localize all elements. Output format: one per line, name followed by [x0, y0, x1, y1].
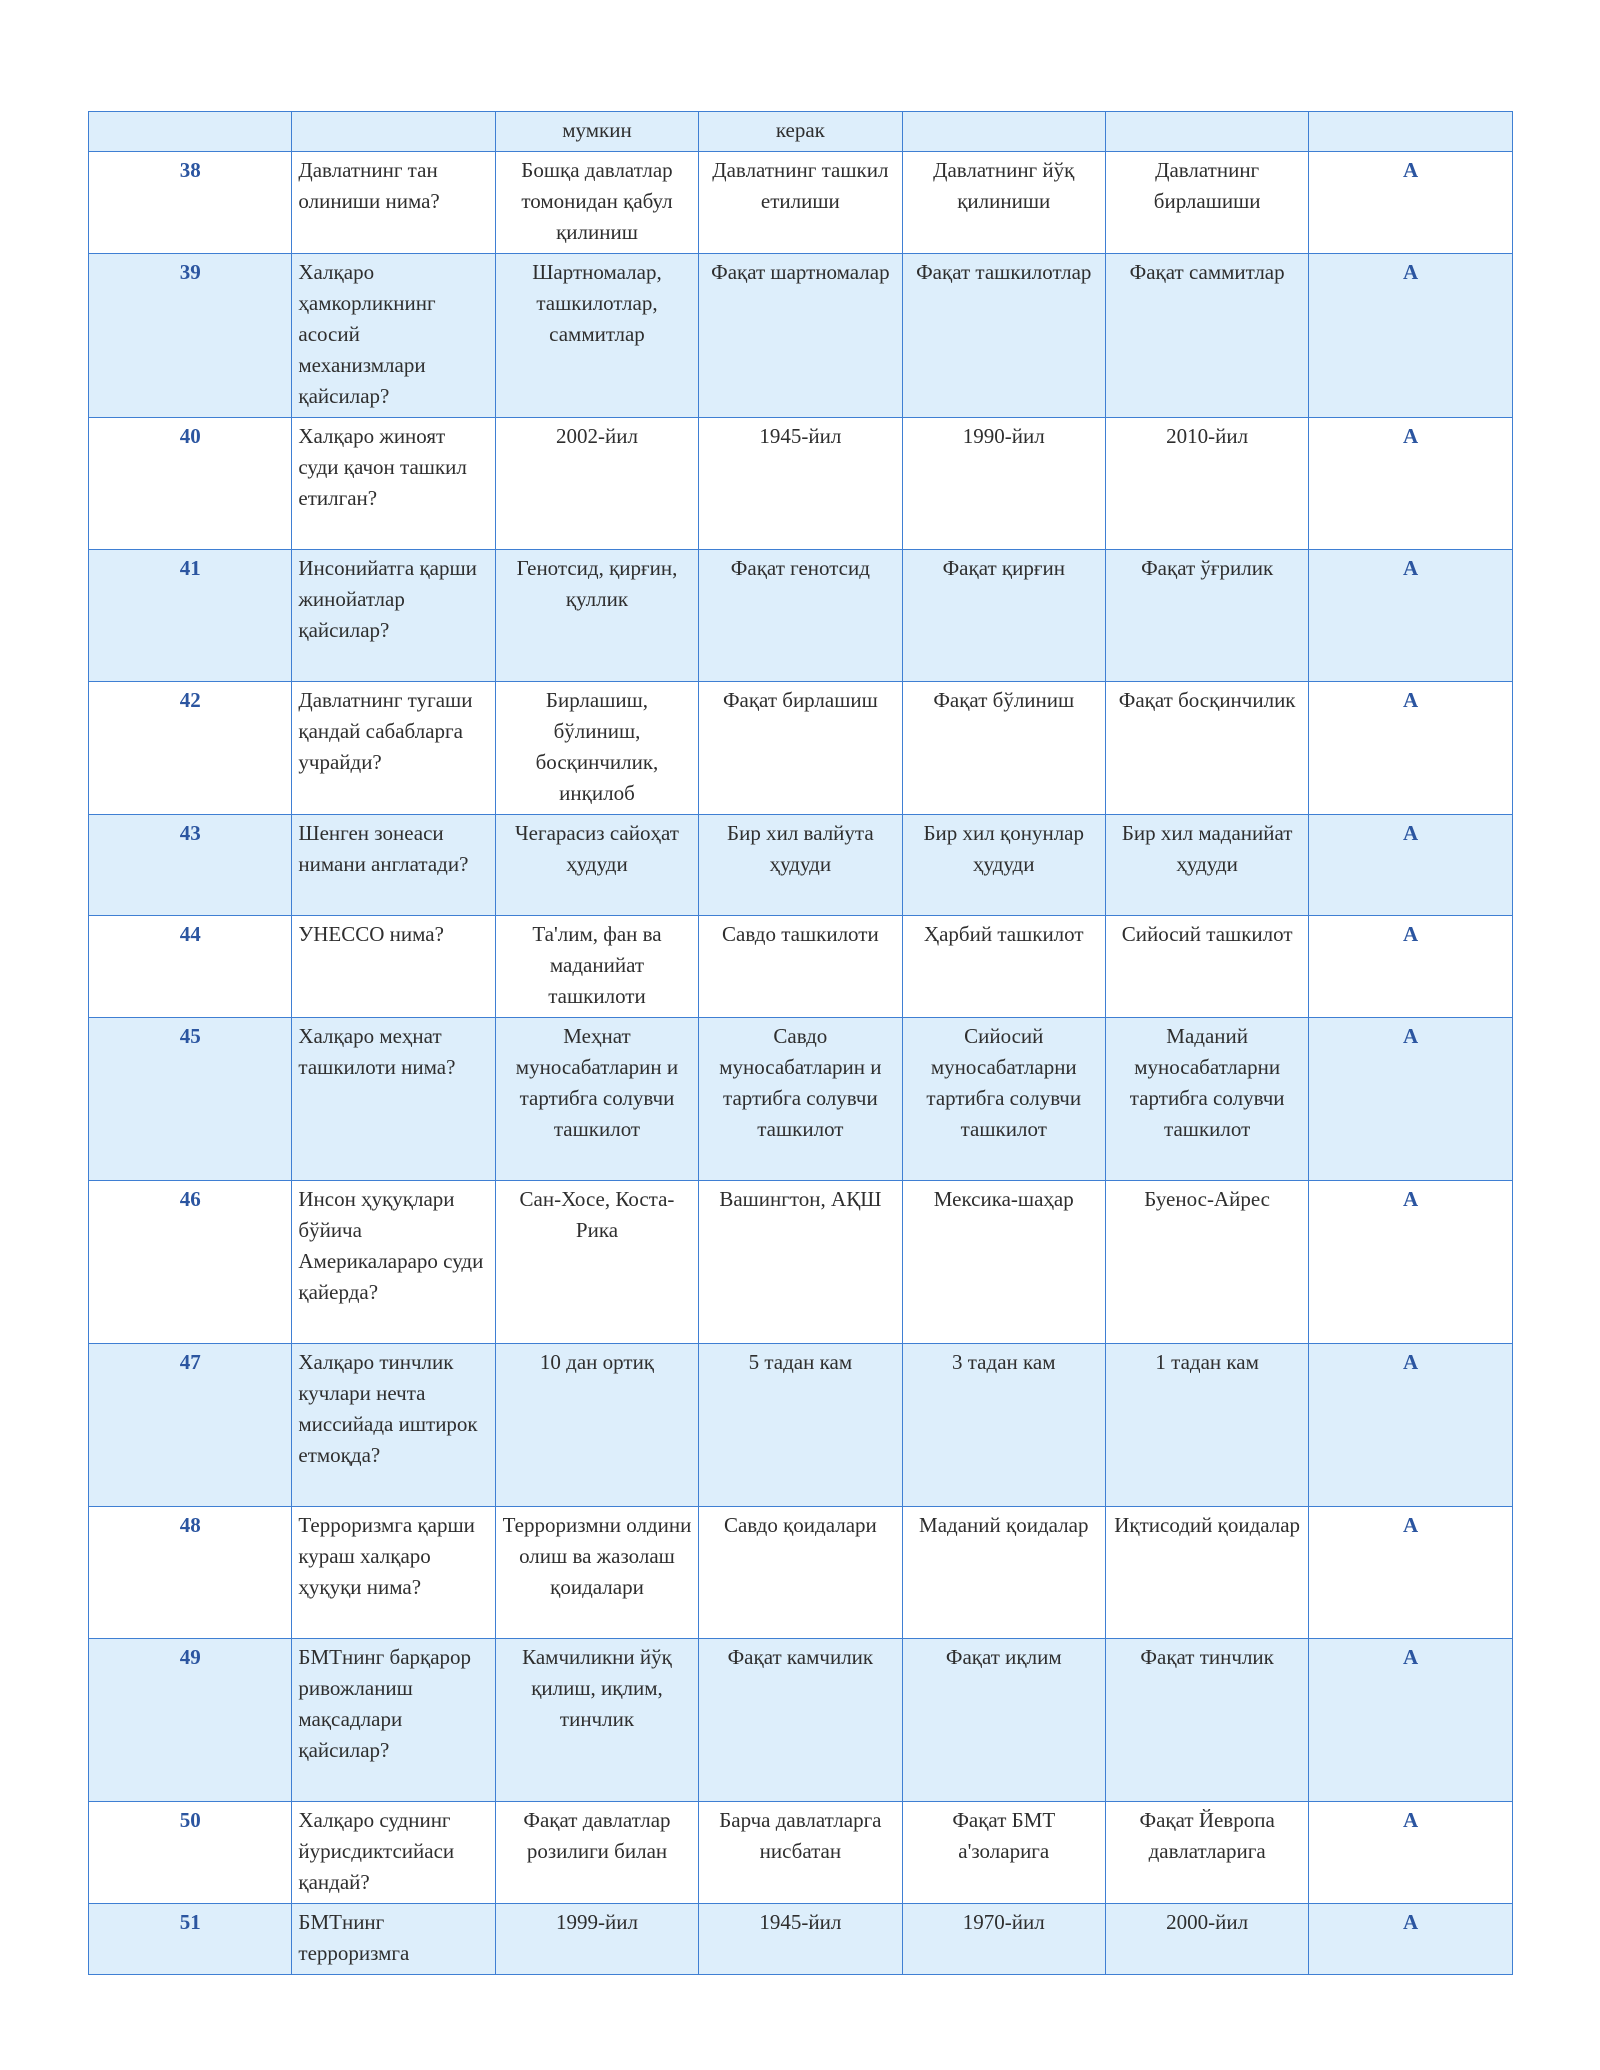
- option-c: 1970-йил: [902, 1904, 1105, 1975]
- question-text: Халқаро ҳамкорликнинг асосий механизмлари қайсилар?: [292, 254, 495, 418]
- quiz-table: [88, 111, 1513, 1975]
- option-a: Фақат давлатлар розилиги билан: [495, 1802, 698, 1904]
- correct-answer: A: [1309, 916, 1512, 1018]
- correct-answer: A: [1309, 1344, 1512, 1507]
- option-a: 2002-йил: [495, 418, 698, 550]
- option-b: Савдо қоидалари: [699, 1507, 902, 1639]
- question-number: 41: [89, 550, 292, 682]
- question-text: УНЕССО нима?: [292, 916, 495, 1018]
- question-text: Шенген зонеаси нимани англатади?: [292, 815, 495, 916]
- option-b: Фақат шартномалар: [699, 254, 902, 418]
- option-b: Бир хил валйута ҳудуди: [699, 815, 902, 916]
- question-text: Халқаро суднинг йурисдиктсийаси қандай?: [292, 1802, 495, 1904]
- option-c: Мексика-шаҳар: [902, 1181, 1105, 1344]
- option-b: Фақат бирлашиш: [699, 682, 902, 815]
- question-number: 51: [89, 1904, 292, 1975]
- table-header-continuation-row: [89, 112, 1513, 152]
- option-d: Фақат Йевропа давлатларига: [1105, 1802, 1308, 1904]
- correct-answer: A: [1309, 1507, 1512, 1639]
- question-number: 39: [89, 254, 292, 418]
- option-a: 10 дан ортиқ: [495, 1344, 698, 1507]
- option-a: Чегарасиз сайоҳат ҳудуди: [495, 815, 698, 916]
- option-c: Фақат иқлим: [902, 1639, 1105, 1802]
- question-number: 50: [89, 1802, 292, 1904]
- table-row: [89, 418, 1513, 550]
- correct-answer: A: [1309, 418, 1512, 550]
- option-b: Савдо муносабатларин и тартибга солувчи ташкилот: [699, 1018, 902, 1181]
- option-d: Фақат тинчлик: [1105, 1639, 1308, 1802]
- option-d: Сийосий ташкилот: [1105, 916, 1308, 1018]
- question-number: 46: [89, 1181, 292, 1344]
- question-text: Халқаро жиноят суди қачон ташкил етилган?: [292, 418, 495, 550]
- question-text: Инсон ҳуқуқлари бўйича Америкалараро суди қайерда?: [292, 1181, 495, 1344]
- option-b: Вашингтон, АҚШ: [699, 1181, 902, 1344]
- question-number: 45: [89, 1018, 292, 1181]
- option-a: Та'лим, фан ва маданийат ташкилоти: [495, 916, 698, 1018]
- header-cell: керак: [699, 112, 902, 152]
- correct-answer: A: [1309, 1018, 1512, 1181]
- question-text: БМТнинг барқарор ривожланиш мақсадлари қайсилар?: [292, 1639, 495, 1802]
- table-row: [89, 1507, 1513, 1639]
- option-b: Фақат камчилик: [699, 1639, 902, 1802]
- table-row: [89, 916, 1513, 1018]
- option-d: Буенос-Айрес: [1105, 1181, 1308, 1344]
- correct-answer: A: [1309, 682, 1512, 815]
- table-row: [89, 1181, 1513, 1344]
- table-row: [89, 682, 1513, 815]
- question-number: 40: [89, 418, 292, 550]
- option-b: 1945-йил: [699, 418, 902, 550]
- option-b: Савдо ташкилоти: [699, 916, 902, 1018]
- table-row: [89, 254, 1513, 418]
- option-c: Сийосий муносабатларни тартибга солувчи ташкилот: [902, 1018, 1105, 1181]
- question-text: Халқаро тинчлик кучлари нечта миссийада иштирок етмоқда?: [292, 1344, 495, 1507]
- option-a: Генотсид, қирғин, қуллик: [495, 550, 698, 682]
- option-a: Бошқа давлатлар томонидан қабул қилиниш: [495, 152, 698, 254]
- table-row: [89, 1018, 1513, 1181]
- option-d: Фақат ўғрилик: [1105, 550, 1308, 682]
- option-b: Фақат генотсид: [699, 550, 902, 682]
- option-b: Давлатнинг ташкил етилиши: [699, 152, 902, 254]
- table-row: [89, 1802, 1513, 1904]
- option-a: Сан-Хосе, Коста-Рика: [495, 1181, 698, 1344]
- option-d: Фақат саммитлар: [1105, 254, 1308, 418]
- option-d: Давлатнинг бирлашиши: [1105, 152, 1308, 254]
- question-text: Халқаро меҳнат ташкилоти нима?: [292, 1018, 495, 1181]
- question-text: Инсонийатга қарши жинойатлар қайсилар?: [292, 550, 495, 682]
- table-row: [89, 1344, 1513, 1507]
- option-c: Давлатнинг йўқ қилиниши: [902, 152, 1105, 254]
- option-c: Фақат БМТ а'золарига: [902, 1802, 1105, 1904]
- question-number: 47: [89, 1344, 292, 1507]
- correct-answer: A: [1309, 815, 1512, 916]
- header-cell: [89, 112, 292, 152]
- table-row: [89, 152, 1513, 254]
- option-b: 5 тадан кам: [699, 1344, 902, 1507]
- table-row: [89, 1639, 1513, 1802]
- question-text: Терроризмга қарши кураш халқаро ҳуқуқи нима?: [292, 1507, 495, 1639]
- table-row: [89, 1904, 1513, 1975]
- table-row: [89, 815, 1513, 916]
- question-number: 44: [89, 916, 292, 1018]
- header-cell: [292, 112, 495, 152]
- question-number: 48: [89, 1507, 292, 1639]
- option-c: Фақат қирғин: [902, 550, 1105, 682]
- header-cell: [1309, 112, 1512, 152]
- correct-answer: A: [1309, 152, 1512, 254]
- option-d: Бир хил маданийат ҳудуди: [1105, 815, 1308, 916]
- option-d: 2000-йил: [1105, 1904, 1308, 1975]
- question-number: 42: [89, 682, 292, 815]
- option-a: Терроризмни олдини олиш ва жазолаш қоидалари: [495, 1507, 698, 1639]
- option-c: Фақат бўлиниш: [902, 682, 1105, 815]
- correct-answer: A: [1309, 550, 1512, 682]
- option-c: 1990-йил: [902, 418, 1105, 550]
- table-row: [89, 550, 1513, 682]
- question-text: БМТнинг терроризмга: [292, 1904, 495, 1975]
- option-a: Бирлашиш, бўлиниш, босқинчилик, инқилоб: [495, 682, 698, 815]
- question-number: 38: [89, 152, 292, 254]
- correct-answer: A: [1309, 1802, 1512, 1904]
- option-a: Шартномалар, ташкилотлар, саммитлар: [495, 254, 698, 418]
- option-c: Маданий қоидалар: [902, 1507, 1105, 1639]
- correct-answer: A: [1309, 254, 1512, 418]
- option-c: 3 тадан кам: [902, 1344, 1105, 1507]
- question-text: Давлатнинг тугаши қандай сабабларга учрайди?: [292, 682, 495, 815]
- header-cell: мумкин: [495, 112, 698, 152]
- question-text: Давлатнинг тан олиниши нима?: [292, 152, 495, 254]
- option-d: Иқтисодий қоидалар: [1105, 1507, 1308, 1639]
- question-number: 43: [89, 815, 292, 916]
- correct-answer: A: [1309, 1904, 1512, 1975]
- correct-answer: A: [1309, 1639, 1512, 1802]
- option-c: Фақат ташкилотлар: [902, 254, 1105, 418]
- option-d: Маданий муносабатларни тартибга солувчи ташкилот: [1105, 1018, 1308, 1181]
- option-b: 1945-йил: [699, 1904, 902, 1975]
- header-cell: [902, 112, 1105, 152]
- option-a: 1999-йил: [495, 1904, 698, 1975]
- quiz-table-container: [88, 111, 1512, 1975]
- option-c: Бир хил қонунлар ҳудуди: [902, 815, 1105, 916]
- option-a: Камчиликни йўқ қилиш, иқлим, тинчлик: [495, 1639, 698, 1802]
- option-c: Ҳарбий ташкилот: [902, 916, 1105, 1018]
- option-d: 1 тадан кам: [1105, 1344, 1308, 1507]
- option-a: Меҳнат муносабатларин и тартибга солувчи ташкилот: [495, 1018, 698, 1181]
- correct-answer: A: [1309, 1181, 1512, 1344]
- option-d: 2010-йил: [1105, 418, 1308, 550]
- question-number: 49: [89, 1639, 292, 1802]
- option-d: Фақат босқинчилик: [1105, 682, 1308, 815]
- header-cell: [1105, 112, 1308, 152]
- option-b: Барча давлатларга нисбатан: [699, 1802, 902, 1904]
